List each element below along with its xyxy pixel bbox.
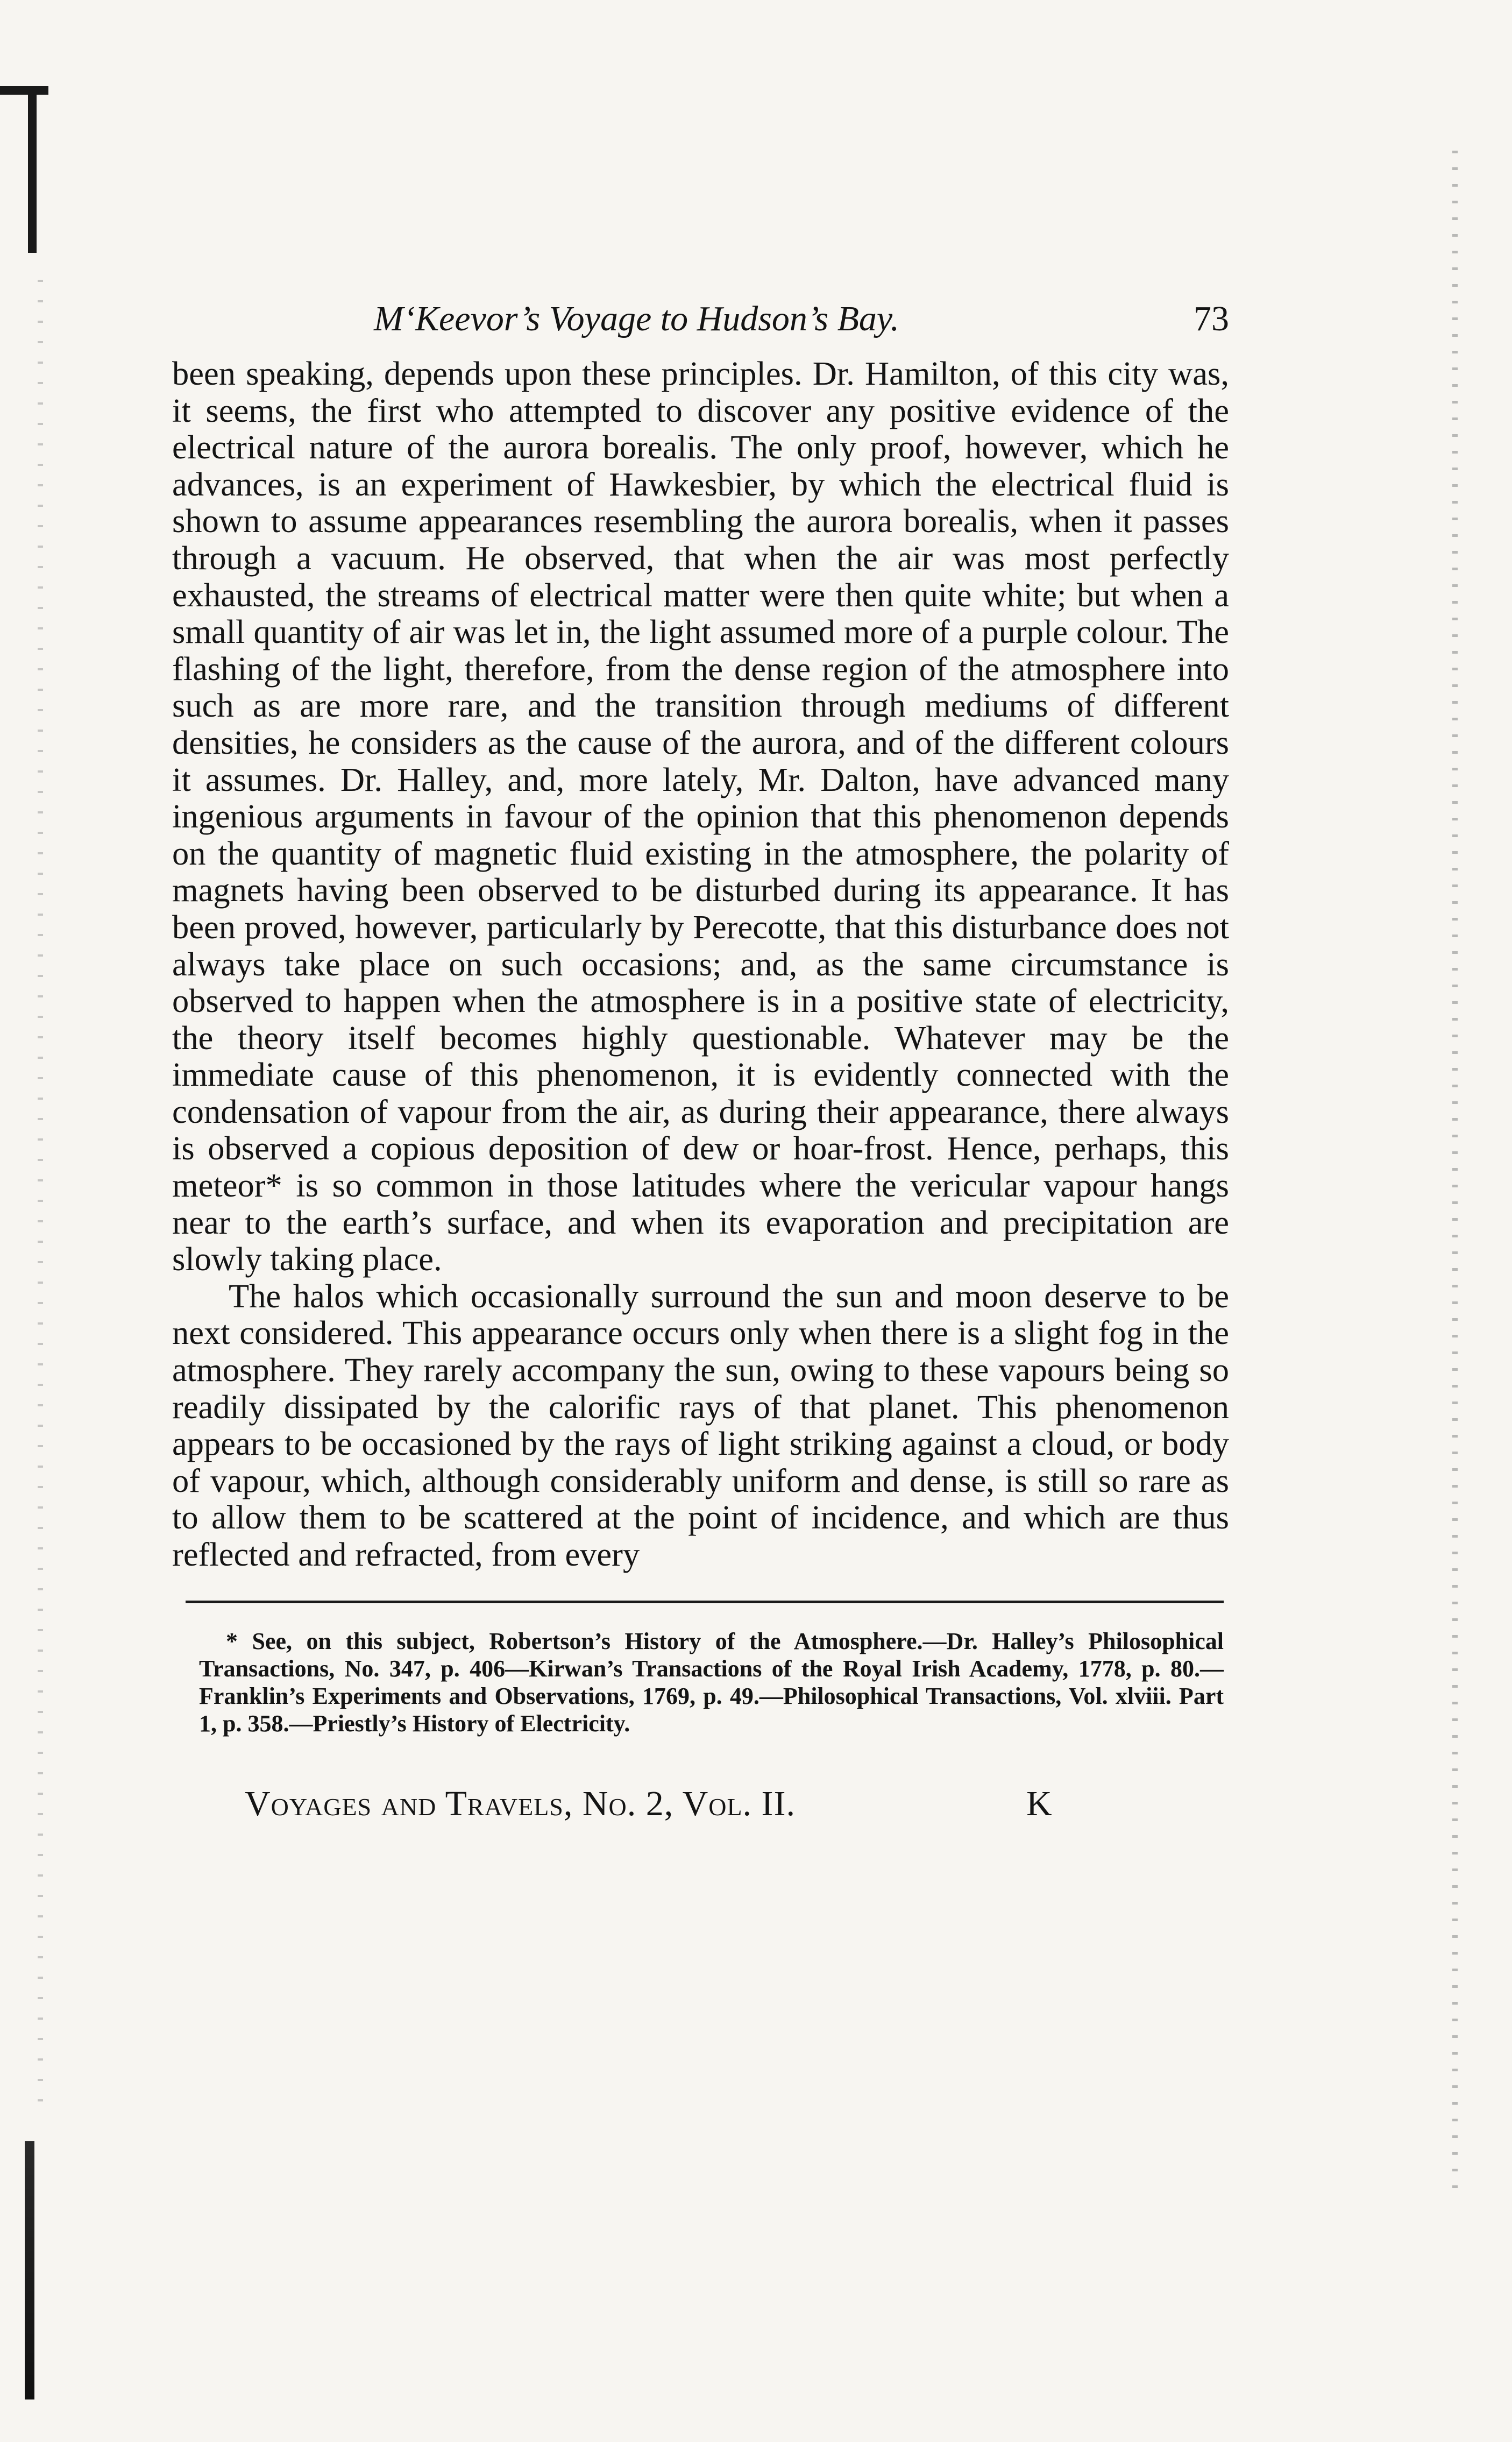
running-title: M‘Keevor’s Voyage to Hudson’s Bay. — [374, 299, 900, 338]
signature-text: Voyages and Travels, No. 2, Vol. II. — [245, 1784, 796, 1823]
footnote: * See, on this subject, Robertson’s History of the Atmosphere.—Dr. Halley’s Philosophical Transactions, No. 347, p. 406—Kirwan’s Transactions of the Royal Irish Academy, 1778, p. 80.—Franklin’s Experiments and Observations, 1769, p. 49.—Philosophical Transactions, Vol. xlviii. Part 1, p. 358.—Priestly’s History of Electricity. — [199, 1628, 1224, 1737]
signature-mark: K — [1026, 1784, 1052, 1823]
paragraph-1: been speaking, depends upon these principles. Dr. Hamilton, of this city was, it seems, the first who attempted to discover any positive evidence of the electrical nature of the aurora borealis. The only proof, however, which he advances, is an experiment of Hawkesbier, by which the electrical fluid is shown to assume appearances resembling the aurora borealis, when it passes through a vacuum. He observed, that when the air was most perfectly exhausted, the streams of electrical matter were then quite white; but when a small quantity of air was let in, the light assumed more of a purple colour. The flashing of the light, therefore, from the dense region of the atmosphere into such as are more rare, and the transition through mediums of different densities, he considers as the cause of the aurora, and of the different colours it assumes. Dr. Halley, and, more lately, Mr. Dalton, have advanced many ingenious arguments in favour of the opinion that this phenomenon depends on the quantity of magnetic fluid existing in the atmosphere, the polarity of magnets having been observed to be disturbed during its appearance. It has been proved, however, particularly by Perecotte, that this disturbance does not always take place on such occasions; and, as the same circumstance is observed to happen when the atmosphere is in a positive state of electricity, the theory itself becomes highly questionable. Whatever may be the immediate cause of this phenomenon, it is evidently connected with the condensation of vapour from the air, as during their appearance, there always is observed a copious deposition of dew or hoar-frost. Hence, perhaps, this meteor* is so common in those latitudes where the vericular vapour hangs near to the earth’s surface, and when its evaporation and precipitation are slowly taking place. — [172, 355, 1229, 1278]
footnote-rule — [186, 1601, 1224, 1603]
scan-artifact-right-edge — [1452, 151, 1458, 2195]
paragraph-2: The halos which occasionally surround the sun and moon deserve to be next considered. This appearance occurs only when there is a slight fog in the atmosphere. They rarely accompany the sun, owing to these vapours being so readily dissipated by the calorific rays of that planet. This phenomenon appears to be occasioned by the rays of light striking against a cloud, or body of vapour, which, although considerably uniform and dense, is still so rare as to allow them to be scattered at the point of incidence, and which are thus reflected and refracted, from every — [172, 1277, 1229, 1573]
scan-artifact-bottom — [25, 2141, 34, 2399]
scan-artifact-top — [0, 86, 48, 95]
scan-artifact-left-edge — [38, 280, 43, 2109]
page-header — [172, 293, 1248, 344]
scan-artifact-bar — [28, 86, 37, 253]
signature-line — [218, 1778, 1240, 1829]
page-number: 73 — [1194, 299, 1229, 338]
body-text — [172, 355, 1229, 1573]
